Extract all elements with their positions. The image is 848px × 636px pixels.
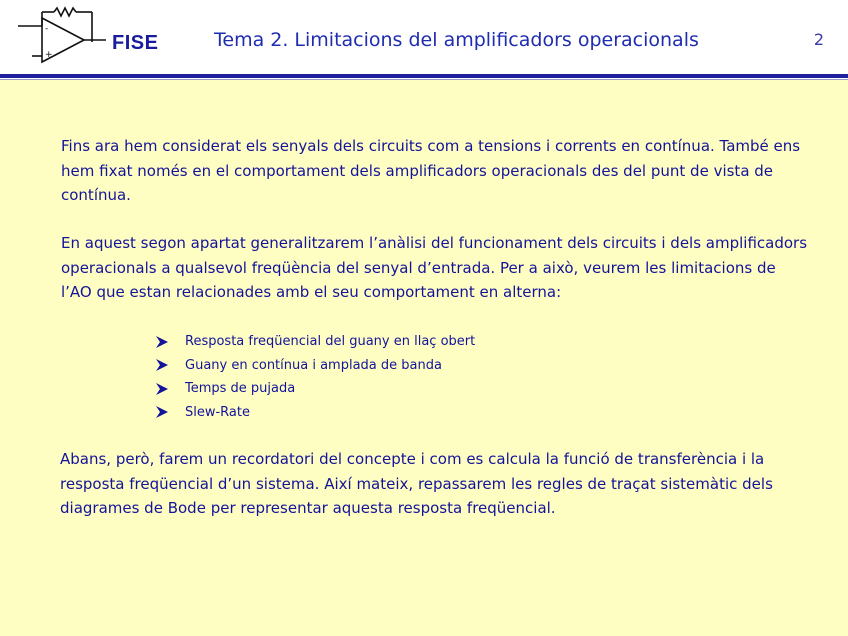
list-item — [156, 330, 475, 354]
slide-body — [0, 80, 848, 636]
list-item-label: Guany en contínua i amplada de banda — [185, 357, 442, 373]
list-item — [156, 377, 475, 401]
paragraph-bode-review: Abans, però, farem un recordatori del concepte i com es calcula la funció de transferència i la resposta freqüencial d’un sistema. Així mateix, repassarem les regles de traçat sistemàtic dels diagrames de Bode per representar aquesta resposta freqüencial. — [60, 450, 773, 517]
op-amp-logo-icon — [14, 6, 110, 68]
slide-title: Tema 2. Limitacions del amplificadors operacionals — [214, 29, 699, 51]
arrow-bullet-icon — [156, 406, 168, 418]
page-number: 2 — [813, 30, 824, 49]
header-divider — [0, 74, 848, 78]
list-item-label: Slew-Rate — [185, 404, 250, 420]
brand-name: FISE — [112, 32, 159, 54]
slide-header — [0, 0, 848, 74]
arrow-bullet-icon — [156, 359, 168, 371]
paragraph-section-overview: En aquest segon apartat generalitzarem l’anàlisi del funcionament dels circuits i dels amplificadors operacionals a qualsevol freqüència del senyal d’entrada. Per a això, veurem les limitacions de l’AO que estan relacionades amb el seu comportament en alterna: — [61, 234, 808, 301]
list-item-label: Temps de pujada — [185, 381, 296, 396]
arrow-bullet-icon — [156, 336, 168, 348]
list-item — [156, 401, 475, 425]
svg-text:-: - — [45, 24, 49, 34]
list-item-label: Resposta freqüencial del guany en llaç obert — [185, 334, 476, 349]
list-item — [156, 354, 475, 378]
svg-text:+: + — [45, 50, 53, 60]
arrow-bullet-icon — [156, 383, 168, 395]
topic-list — [156, 330, 475, 424]
paragraph-intro: Fins ara hem considerat els senyals dels circuits com a tensions i corrents en contínua. També ens hem fixat només en el comportament dels amplificadors operacionals des del punt de vista de contínua. — [61, 137, 801, 204]
